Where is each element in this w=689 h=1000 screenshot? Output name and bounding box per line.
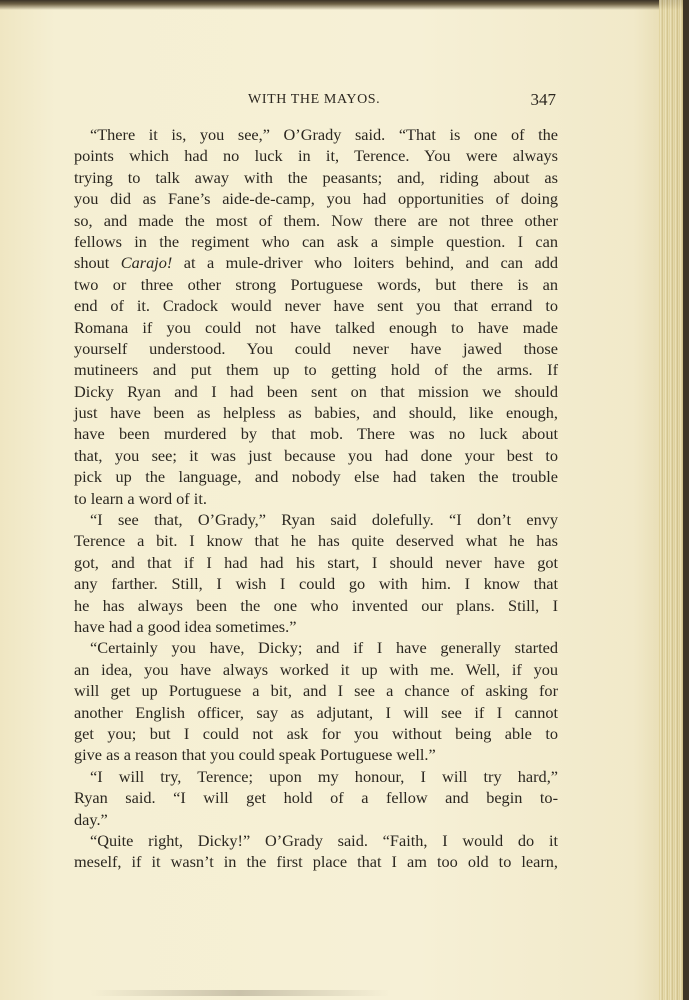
text-line: give as a reason that you could speak Portuguese well.” xyxy=(74,745,436,765)
text-line: have had a good idea sometimes.” xyxy=(74,616,297,636)
text-line: yourself understood. You could never have jawed those xyxy=(74,338,558,358)
running-head: WITH THE MAYOS. xyxy=(248,92,381,107)
page-top-shadow xyxy=(0,0,689,10)
text-line: another English officer, say as adjutant, I will see if I cannot xyxy=(74,702,558,722)
text-line: two or three other strong Portuguese words, but there is an xyxy=(74,274,558,294)
text-line: shout Carajo! at a mule-driver who loiters behind, and can add xyxy=(74,253,559,273)
page-header xyxy=(74,92,558,112)
text-line: have been murdered by that mob. There was no luck about xyxy=(74,424,558,444)
text-line: will get up Portuguese a bit, and I see a chance of asking for xyxy=(74,681,558,701)
text-line: mutineers and put them up to getting hold of the arms. If xyxy=(74,360,558,380)
text-line: so, and made the most of them. Now there are not three other xyxy=(74,210,558,230)
italic-word: Carajo! xyxy=(120,253,173,273)
text-line: Ryan said. “I will get hold of a fellow and begin to- xyxy=(74,788,558,808)
text-line: just have been as helpless as babies, and should, like enough, xyxy=(74,403,558,423)
text-line: got, and that if I had had his start, I should never have got xyxy=(74,552,558,572)
text-line: “I see that, O’Grady,” Ryan said dolefully. “I don’t envy xyxy=(90,510,558,530)
text-line: “Quite right, Dicky!” O’Grady said. “Faith, I would do it xyxy=(90,830,558,850)
body-text xyxy=(74,124,558,873)
text-line: “There it is, you see,” O’Grady said. “That is one of the xyxy=(90,125,558,144)
text-line: get you; but I could not ask for you without being able to xyxy=(74,723,558,743)
page-number: 347 xyxy=(530,90,556,109)
text-line: “Certainly you have, Dicky; and if I have generally started xyxy=(90,638,558,658)
text-line: pick up the language, and nobody else had taken the trouble xyxy=(74,467,558,487)
text-line: he has always been the one who invented our plans. Still, I xyxy=(74,595,558,615)
text-line: fellows in the regiment who can ask a simple question. I can xyxy=(74,231,558,251)
text-line: trying to talk away with the peasants; and, riding about as xyxy=(74,167,558,187)
page-smudge xyxy=(90,990,390,996)
text-line: that, you see; it was just because you had done your best to xyxy=(74,445,558,465)
text-line: points which had no luck in it, Terence. You were always xyxy=(74,146,558,166)
text-line: “I will try, Terence; upon my honour, I will try hard,” xyxy=(90,766,558,786)
text-line: Terence a bit. I know that he has quite deserved what he has xyxy=(74,531,558,551)
binding-edge xyxy=(683,0,689,1000)
text-line: end of it. Cradock would never have sent you that errand to xyxy=(74,296,558,316)
text-line: you did as Fane’s aide-de-camp, you had opportunities of doing xyxy=(74,189,558,209)
text-line: any farther. Still, I wish I could go with him. I know that xyxy=(74,574,558,594)
text-line: an idea, you have always worked it up with me. Well, if you xyxy=(74,659,558,679)
text-line: meself, if it wasn’t in the first place that I am too old to learn, xyxy=(74,852,558,872)
text-line: to learn a word of it. xyxy=(74,488,207,508)
text-line: day.” xyxy=(74,809,108,829)
text-line: Dicky Ryan and I had been sent on that mission we should xyxy=(74,381,558,401)
text-line: Romana if you could not have talked enough to have made xyxy=(74,317,558,337)
